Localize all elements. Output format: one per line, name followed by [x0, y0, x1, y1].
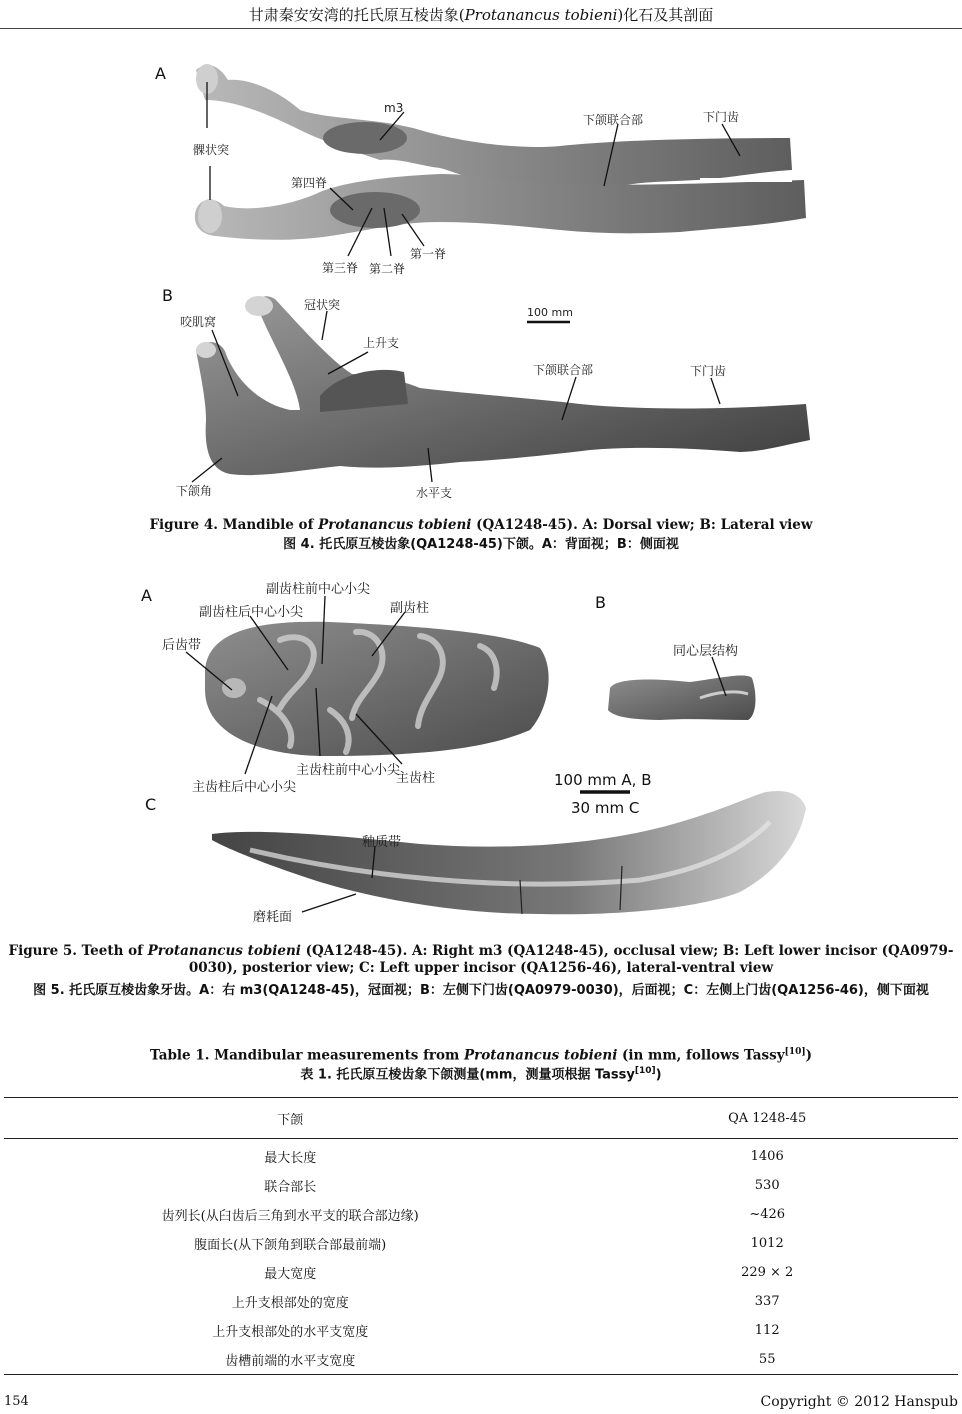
label-posttrite-central-posterior: 主齿柱后中心小尖: [192, 780, 297, 795]
upper-incisor-lateral-view: [212, 791, 806, 914]
label-pretrite-central-posterior: 副齿柱后中心小尖: [199, 605, 304, 620]
figure-5-caption-cn: 图 5. 托氏原互棱齿象牙齿。A：右 m3(QA1248-45)，冠面视；B：左侧下门齿(QA0979-0030)，后面视；C：左侧上门齿(QA1256-46)，侧下面视: [33, 983, 929, 998]
label-pretrite-central-anterior: 副齿柱前中心小尖: [266, 582, 371, 597]
coronoid-tip: [245, 296, 273, 316]
label-ascending-ramus: 上升支: [363, 336, 400, 350]
label-symphysis-b: 下颌联合部: [533, 363, 594, 377]
scale-label-ab: 100 mm A, B: [554, 771, 652, 789]
column-header: 下颌: [4, 1098, 576, 1139]
scale-label-c: 30 mm C: [571, 799, 640, 817]
label-loph-2: 第二脊: [369, 262, 406, 276]
label-posttrite: 主齿柱: [396, 771, 436, 786]
label-loph-1: 第一脊: [410, 247, 447, 261]
label-posttrite-central-anterior: 主齿柱前中心小尖: [296, 763, 401, 778]
table-row: [4, 1345, 958, 1375]
table-row: [4, 1229, 958, 1258]
table-row: [4, 1171, 958, 1200]
table-row: [4, 1139, 958, 1172]
mandible-lateral-view: [196, 296, 810, 475]
measurement-name: 最大宽度: [264, 1267, 317, 1282]
figure-4-image: [0, 0, 962, 510]
condyle-lower: [198, 199, 222, 233]
measurement-value: 229 × 2: [741, 1265, 794, 1280]
figure-5-caption-en: Figure 5. Teeth of Protanancus tobieni (QA1248-45). A: Right m3 (QA1248-45), occlusal view; B: Left lower incisor (QA0979-0030), posterior view; C: Left upper incisor (QA1256-46), lateral-ventral view: [8, 943, 954, 976]
table-row: [4, 1258, 958, 1287]
label-wear-facet: 磨耗面: [253, 910, 293, 925]
figure-4-caption-cn: 图 4. 托氏原互棱齿象(QA1248-45)下颌。A：背面视；B：侧面视: [283, 537, 679, 552]
measurement-value: 112: [754, 1323, 780, 1338]
label-concentric-structure: 同心层结构: [673, 644, 739, 659]
measurement-value: ~426: [749, 1207, 786, 1222]
column-header: QA 1248-45: [576, 1098, 958, 1139]
fig5-panel-b-label: B: [595, 593, 606, 612]
label-mandible-angle: 下颌角: [176, 484, 213, 498]
measurement-value: 530: [754, 1178, 780, 1193]
label-loph-3: 第三脊: [322, 261, 359, 275]
label-posterior-cingulum: 后齿带: [162, 638, 202, 653]
measurement-name: 齿列长(从臼齿后三角到水平支的联合部边缘): [161, 1209, 419, 1224]
fig4-panel-b-label: B: [162, 286, 173, 305]
label-incisor-a: 下门齿: [703, 110, 740, 124]
measurement-name: 联合部长: [264, 1180, 317, 1195]
scale-label-fig4: 100 mm: [527, 306, 573, 319]
label-horizontal-ramus: 水平支: [416, 486, 453, 500]
measurements-table: [4, 1097, 958, 1375]
label-pretrite: 副齿柱: [390, 601, 430, 616]
table-header-row: [4, 1098, 958, 1139]
table-row: [4, 1287, 958, 1316]
fig5-panel-a-label: A: [141, 586, 152, 605]
label-m3: m3: [384, 101, 404, 115]
table-row: [4, 1200, 958, 1229]
copyright: Copyright © 2012 Hanspub: [760, 1394, 958, 1410]
measurement-name: 腹面长(从下颌角到联合部最前端): [194, 1238, 387, 1253]
lower-incisor-posterior-view: [608, 675, 755, 720]
fig5-panel-c-label: C: [145, 795, 157, 814]
table-1-caption-en: Table 1. Mandibular measurements from Protanancus tobieni (in mm, follows Tassy[10]): [149, 1047, 813, 1064]
table-row: [4, 1316, 958, 1345]
page-number: 154: [4, 1394, 29, 1409]
table-1-caption-cn: 表 1. 托氏原互棱齿象下颌测量(mm，测量项根据 Tassy[10]): [300, 1066, 662, 1083]
measurement-value: 55: [576, 1345, 958, 1375]
measurement-name: 上升支根部处的水平支宽度: [212, 1325, 369, 1340]
figure-5-image: [0, 560, 962, 930]
label-coronoid: 冠状突: [304, 298, 341, 312]
running-header: 甘肃秦安安湾的托氏原互棱齿象(Protanancus tobieni)化石及其剖面: [248, 6, 714, 24]
measurement-value: 1406: [750, 1149, 784, 1164]
label-masseteric-fossa: 咬肌窝: [180, 315, 217, 329]
label-symphysis-a: 下颌联合部: [583, 113, 644, 127]
label-incisor-b: 下门齿: [690, 364, 727, 378]
m3-lower: [330, 192, 420, 228]
measurement-name: 最大长度: [264, 1151, 317, 1166]
label-enamel-band: 釉质带: [362, 835, 402, 850]
label-condyle: 髁状突: [193, 143, 230, 157]
figure-4-caption-en: Figure 4. Mandible of Protanancus tobieni (QA1248-45). A: Dorsal view; B: Lateral view: [149, 517, 813, 533]
measurement-name: 齿槽前端的水平支宽度: [4, 1345, 576, 1375]
condyle-lateral: [196, 342, 216, 358]
measurement-value: 337: [754, 1294, 780, 1309]
label-loph-4: 第四脊: [291, 176, 328, 190]
m3-upper: [323, 122, 407, 154]
measurement-value: 1012: [750, 1236, 784, 1251]
mandible-dorsal-view: [195, 64, 806, 240]
fig4-panel-a-label: A: [155, 64, 166, 83]
measurement-name: 上升支根部处的宽度: [231, 1296, 349, 1311]
